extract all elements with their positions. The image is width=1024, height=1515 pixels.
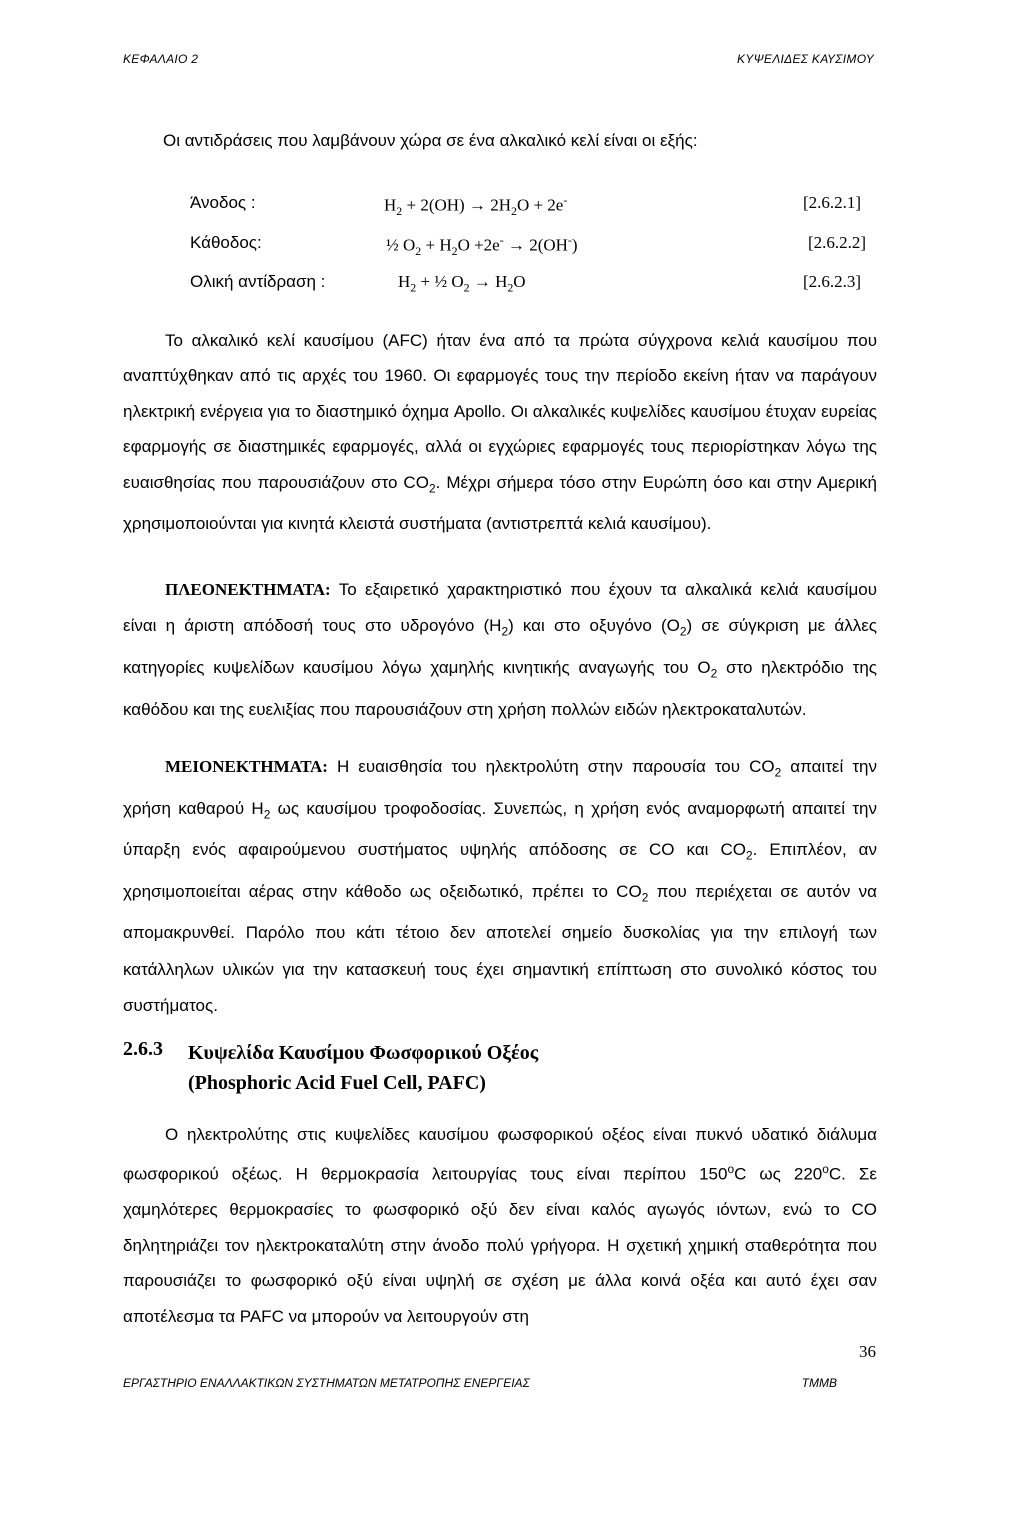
- paragraph-text: C. Σε χαμηλότερες θερμοκρασίες το φωσφορικό οξύ δεν είναι καλός αγωγός ιόντων, ενώ το CO δηλητηριάζει τον ηλεκτροκαταλύτη στην άνοδο πολύ γρήγορα. Η σχετική χημική σταθερότητα που παρουσιάζει το φωσφορικό οξύ είναι υψηλή σε σχέση με άλλα κοινά οξέα και αυτό έχει σαν αποτέλεσμα τα PAFC να μπορούν να λειτουργούν στη: [123, 1165, 877, 1326]
- intro-sentence: Οι αντιδράσεις που λαμβάνουν χώρα σε ένα αλκαλικό κελί είναι οι εξής:: [163, 131, 698, 150]
- equation-ref: [2.6.2.3]: [803, 272, 862, 291]
- equation-label: Άνοδος :: [190, 193, 256, 212]
- equation-label: Ολική αντίδραση :: [190, 272, 326, 291]
- paragraph-text: . Μέχρι σήμερα τόσο στην Ευρώπη όσο και στην Αμερική χρησιμοποιούνται για κινητά κλειστά συστήματα (αντιστρεπτά κελιά καυσίμου).: [123, 472, 877, 534]
- equation-overall: $H_2$ + ½ $O_2 \to H_2O$: [398, 272, 526, 295]
- paragraph-pafc: Ο ηλεκτρολύτης στις κυψελίδες καυσίμου φωσφορικού οξέος είναι πυκνό υδατικό διάλυμα φωσφορικού οξέως. Η θερμοκρασία λειτουργίας τους είναι περίπου 150$^o$C ως 220$^o$C. Σε χαμηλότερες θερμοκρασίες το φωσφορικό οξύ δεν είναι καλός αγωγός ιόντων, ενώ το CO δηλητηριάζει τον ηλεκτροκαταλύτη στην άνοδο πολύ γρήγορα. Η σχετική χημική σταθερότητα που παρουσιάζει το φωσφορικό οξύ είναι υψηλή σε σχέση με άλλα κοινά οξέα και αυτό έχει σαν αποτέλεσμα τα PAFC να μπορούν να λειτουργούν στη: [123, 1125, 877, 1326]
- section-title-greek: Κυψελίδα Καυσίμου Φωσφορικού Οξέος: [188, 1042, 539, 1064]
- paragraph-text: Ο ηλεκτρολύτης στις κυψελίδες καυσίμου φωσφορικού οξέος είναι πυκνό υδατικό διάλυμα φωσφορικού οξέως. Η θερμοκρασία λειτουργίας τους είναι περίπου 150: [123, 1125, 877, 1185]
- running-header-chapter: ΚΕΦΑΛΑΙΟ 2: [123, 52, 199, 66]
- paragraph-text: ) σε σύγκριση με άλλες κατηγορίες κυψελίδων καυσίμου λόγω χαμηλής κινητικής αναγωγής του O: [123, 615, 877, 677]
- equation-anode: $H_2 + 2(OH) \to 2H_2O + 2e^-$: [384, 193, 568, 219]
- disadvantages-heading: ΜΕΙΟΝΕΚΤΗΜΑΤΑ:: [165, 757, 328, 776]
- equation-cathode: ½ $O_2 + H_2O +2e^- \to 2(OH^-)$: [386, 233, 578, 259]
- page-number: 36: [859, 1342, 876, 1361]
- equation-ref: [2.6.2.1]: [803, 193, 862, 212]
- paragraph-text: C ως 220: [734, 1165, 823, 1185]
- section-title: [188, 1038, 538, 1098]
- equation-row-anode: [0, 193, 1024, 219]
- paragraph-text: . Επιπλέον, αν χρησιμοποιείται αέρας στην κάθοδο ως οξειδωτικό, πρέπει το CO: [123, 840, 878, 901]
- section-number: 2.6.3: [123, 1038, 163, 1060]
- paragraph-text: ως καυσίμου τροφοδοσίας. Συνεπώς, η χρήση ενός αναμορφωτή απαιτεί την ύπαρξη ενός αφαιρούμενου συστήματος υψηλής απόδοσης σε CO και CO: [123, 798, 877, 860]
- equation-row-cathode: [0, 233, 1024, 259]
- equation-label: Κάθοδος:: [190, 233, 262, 252]
- paragraph-afc-history: Το αλκαλικό κελί καυσίμου (AFC) ήταν ένα από τα πρώτα σύγχρονα κελιά καυσίμου που αναπτύχθηκαν από τις αρχές του 1960. Οι εφαρμογές τους την περίοδο εκείνη ήταν να παράγουν ηλεκτρική ενέργεια για το διαστημικό όχημα Apollo. Οι αλκαλικές κυψελίδες καυσίμου έτυχαν ευρείας εφαρμογής σε διαστημικές εφαρμογές, αλλά οι εγχώριες εφαρμογές τους περιορίστηκαν λόγω της ευαισθησίας που παρουσιάζουν στο $CO_2$. Μέχρι σήμερα τόσο στην Ευρώπη όσο και στην Αμερική χρησιμοποιούνται για κινητά κλειστά συστήματα (αντιστρεπτά κελιά καυσίμου).: [123, 331, 877, 534]
- footer-lab-name: ΕΡΓΑΣΤΗΡΙΟ ΕΝΑΛΛΑΚΤΙΚΩΝ ΣΥΣΤΗΜΑΤΩΝ ΜΕΤΑΤΡΟΠΗΣ ΕΝΕΡΓΕΙΑΣ: [123, 1376, 530, 1390]
- footer-department: ΤΜΜΒ: [801, 1376, 837, 1390]
- paragraph-text: Το αλκαλικό κελί καυσίμου (AFC) ήταν ένα από τα πρώτα σύγχρονα κελιά καυσίμου που αναπτύχθηκαν από τις αρχές του 1960. Οι εφαρμογές τους την περίοδο εκείνη ήταν να παράγουν ηλεκτρική ενέργεια για το διαστημικό όχημα Apollo. Οι αλκαλικές κυψελίδες καυσίμου έτυχαν ευρείας εφαρμογής σε διαστημικές εφαρμογές, αλλά οι εγχώριες εφαρμογές τους περιορίστηκαν λόγω της ευαισθησίας που παρουσιάζουν στο CO: [123, 331, 877, 492]
- running-header-title: ΚΥΨΕΛΙΔΕΣ ΚΑΥΣΙΜΟΥ: [737, 52, 874, 66]
- paragraph-text: απαιτεί την χρήση καθαρού H: [123, 757, 878, 818]
- paragraph-text: ) και στο οξυγόνο (O: [508, 615, 680, 635]
- paragraph-text: Η ευαισθησία του ηλεκτρολύτη στην παρουσία του CO: [327, 757, 775, 776]
- equation-ref: [2.6.2.2]: [808, 233, 867, 252]
- equation-row-overall: [0, 272, 1024, 294]
- section-title-english: (Phosphoric Acid Fuel Cell, PAFC): [188, 1072, 486, 1094]
- advantages-heading: ΠΛΕΟΝΕΚΤΗΜΑΤΑ:: [165, 580, 331, 599]
- paragraph-advantages: ΠΛΕΟΝΕΚΤΗΜΑΤΑ: Το εξαιρετικό χαρακτηριστικό που έχουν τα αλκαλικά κελιά καυσίμου είναι η άριστη απόδοσή τους στο υδρογόνο $(H_2)$ και στο οξυγόνο $(O_2)$ σε σύγκριση με άλλες κατηγορίες κυψελίδων καυσίμου λόγω χαμηλής κινητικής αναγωγής του $O_2$ στο ηλεκτρόδιο της καθόδου και της ευελιξίας που παρουσιάζουν στη χρήση πολλών ειδών ηλεκτροκαταλυτών.: [123, 580, 877, 719]
- paragraph-text: Το εξαιρετικό χαρακτηριστικό που έχουν τα αλκαλικά κελιά καυσίμου είναι η άριστη απόδοσή τους στο υδρογόνο (H: [123, 580, 877, 635]
- paragraph-disadvantages: ΜΕΙΟΝΕΚΤΗΜΑΤΑ: Η ευαισθησία του ηλεκτρολύτη στην παρουσία του $CO_2$ απαιτεί την χρήση καθαρού $H_2$ ως καυσίμου τροφοδοσίας. Συνεπώς, η χρήση ενός αναμορφωτή απαιτεί την ύπαρξη ενός αφαιρούμενου συστήματος υψηλής απόδοσης σε CO και $CO_2$. Επιπλέον, αν χρησιμοποιείται αέρας στην κάθοδο ως οξειδωτικό, πρέπει το $CO_2$ που περιέχεται σε αυτόν να απομακρυνθεί. Παρόλο που κάτι τέτοιο δεν αποτελεί σημείο δυσκολίας για την επιλογή των κατάλληλων υλικών για την κατασκευή τους έχει σημαντική επίπτωση στο συνολικό κόστος του συστήματος.: [123, 757, 878, 1015]
- paragraph-text: που περιέχεται σε αυτόν να απομακρυνθεί. Παρόλο που κάτι τέτοιο δεν αποτελεί σημείο δυσκολίας για την επιλογή των κατάλληλων υλικών για την κατασκευή τους έχει σημαντική επίπτωση στο συνολικό κόστος του συστήματος.: [123, 881, 878, 1015]
- paragraph-text: στο ηλεκτρόδιο της καθόδου και της ευελιξίας που παρουσιάζουν στη χρήση πολλών ειδών ηλεκτροκαταλυτών.: [123, 657, 877, 719]
